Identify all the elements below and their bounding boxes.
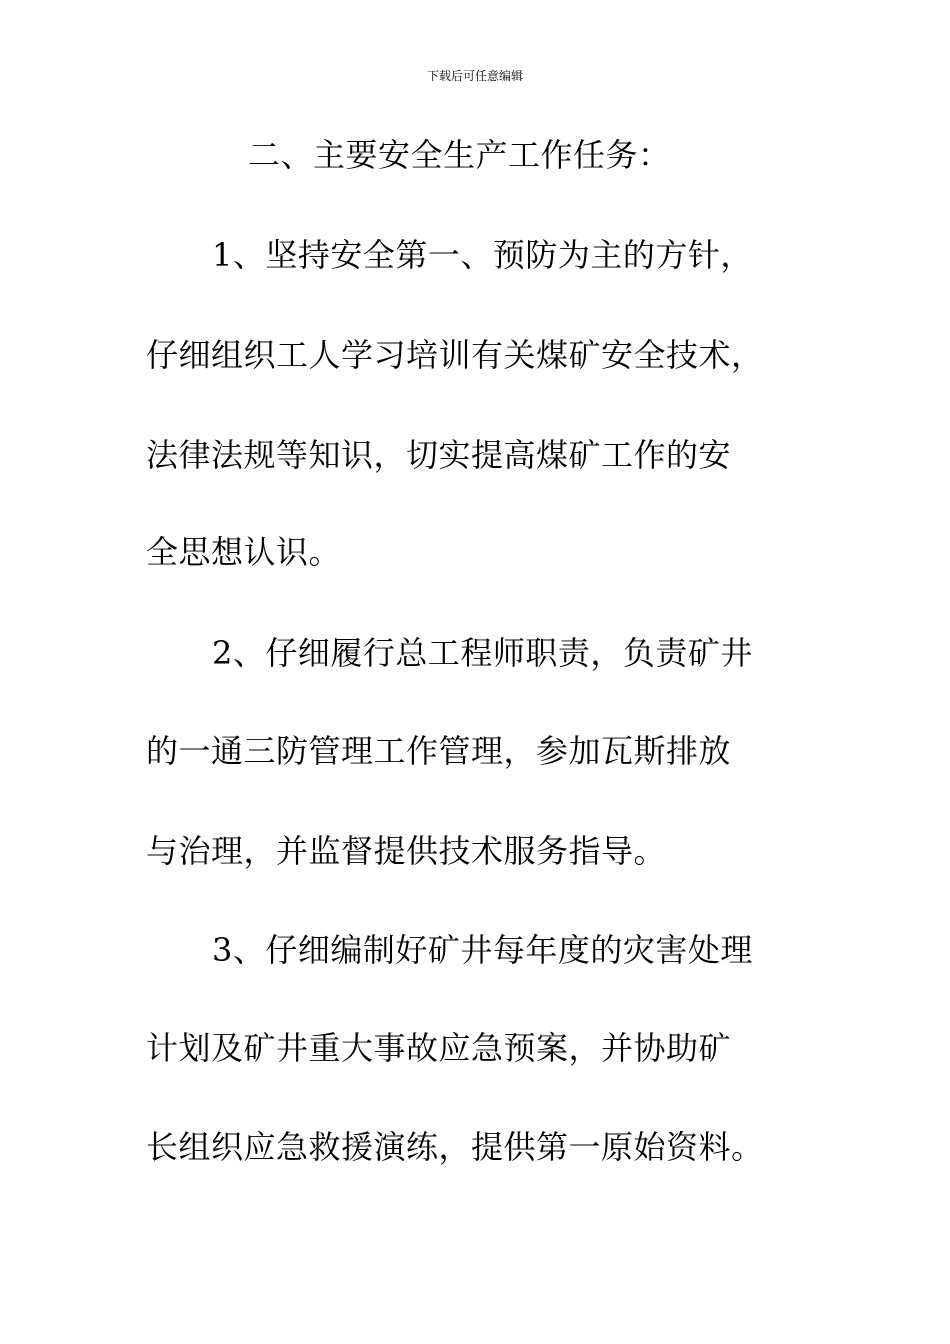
paragraph-1-line-1: 1、坚持安全第一、预防为主的方针， (212, 236, 753, 274)
paragraph-3-line-3: 长组织应急救援演练，提供第一原始资料。 (146, 1128, 764, 1166)
paragraph-1-line-4: 全思想认识。 (146, 533, 342, 571)
paragraph-1-line-2: 仔细组织工人学习培训有关煤矿安全技术， (146, 336, 764, 374)
paragraph-2-line-1: 2、仔细履行总工程师职责，负责矿井 (212, 634, 753, 672)
paragraph-1-line-3: 法律法规等知识，切实提高煤矿工作的安 (146, 436, 732, 474)
paragraph-2-line-3: 与治理，并监督提供技术服务指导。 (146, 832, 667, 870)
section-heading: 二、主要安全生产工作任务： (248, 136, 671, 174)
paragraph-3-line-2: 计划及矿井重大事故应急预案，并协助矿 (146, 1029, 732, 1067)
page-header: 下载后可任意编辑 (426, 69, 523, 83)
paragraph-2-line-2: 的一通三防管理工作管理，参加瓦斯排放 (146, 732, 732, 770)
paragraph-3-line-1: 3、仔细编制好矿井每年度的灾害处理 (212, 931, 753, 969)
